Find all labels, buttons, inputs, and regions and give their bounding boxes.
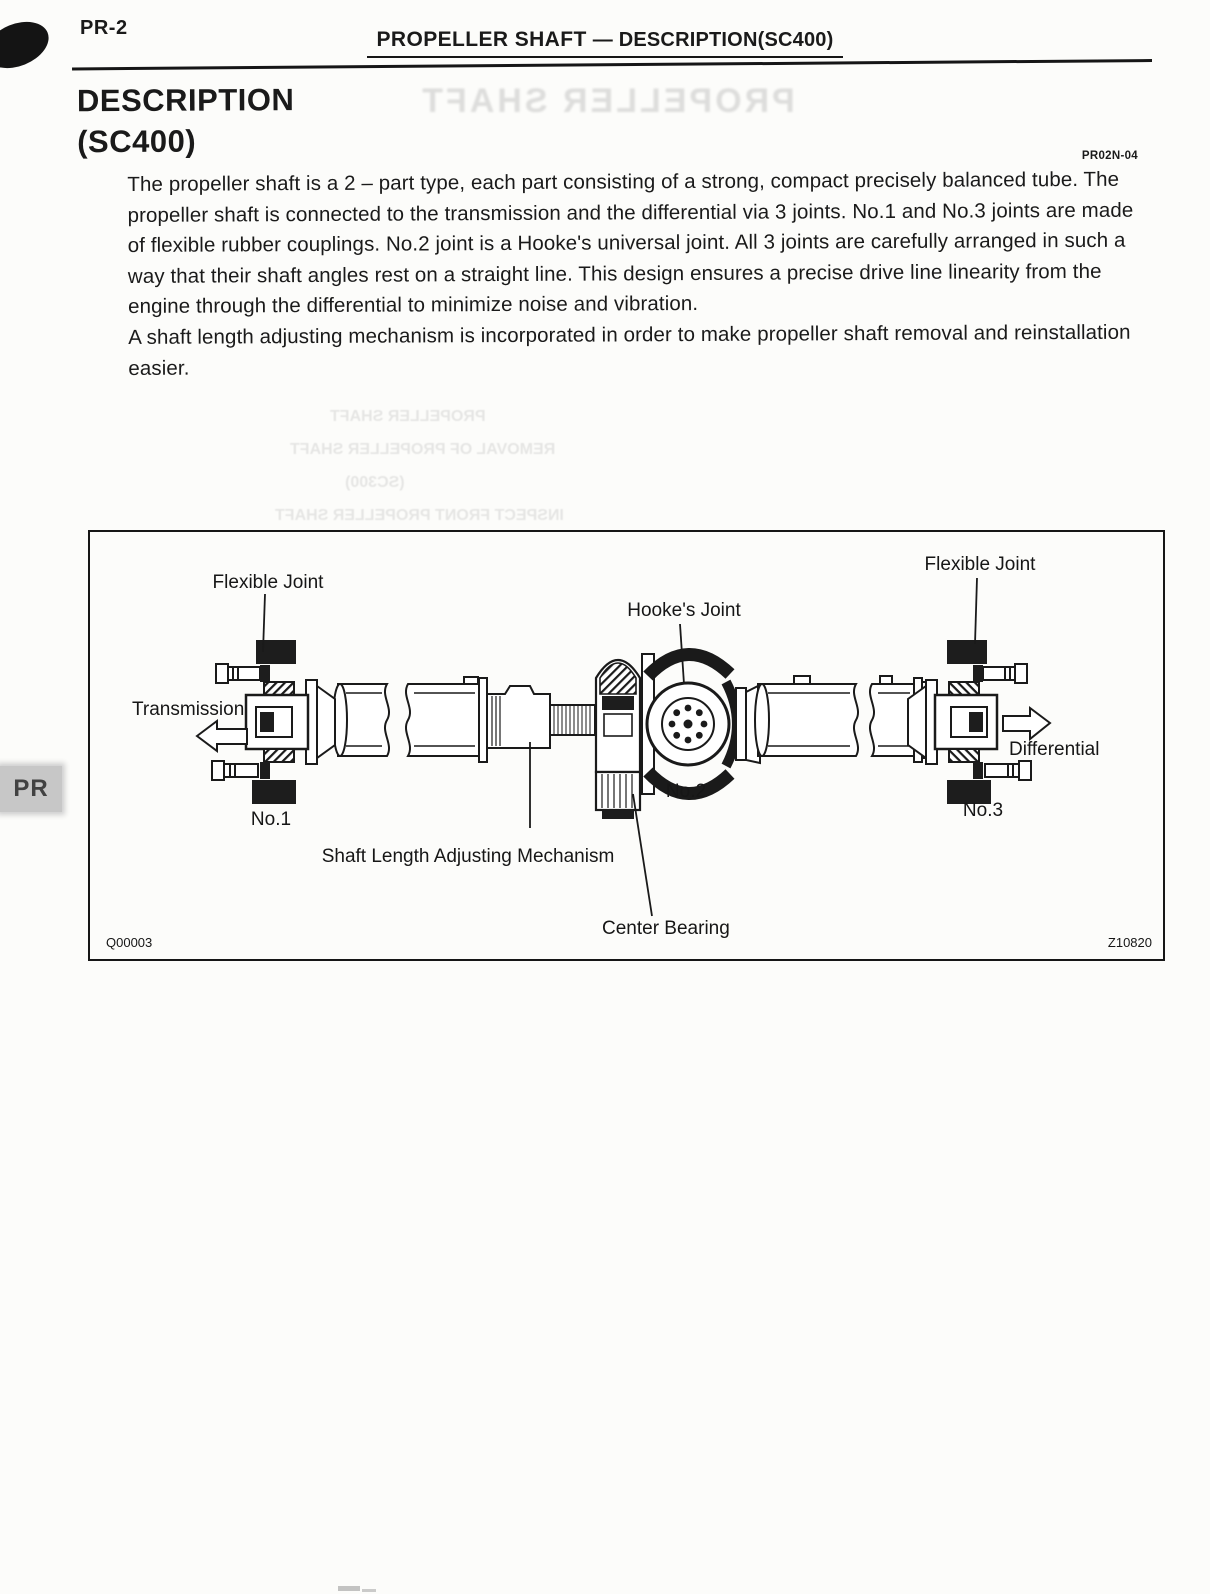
description-paragraph-2: A shaft length adjusting mechanism is incorporated in order to make propeller shaft removal and reinstallation easier.	[128, 320, 1131, 380]
running-header-section: PROPELLER SHAFT	[376, 28, 587, 51]
bleed-through-line: PROPELLER SHAFT	[330, 408, 486, 425]
running-header	[0, 28, 1210, 58]
shaft-length-adjusting-mechanism-drawing	[487, 686, 595, 748]
running-header-text	[367, 28, 844, 58]
section-title-line1: DESCRIPTION	[76, 82, 295, 119]
propeller-shaft-drawing	[90, 532, 1163, 959]
label-joint-no3: No.3	[962, 800, 1004, 821]
running-header-dash: —	[592, 29, 613, 51]
label-flexible-joint-right: Flexible Joint	[924, 554, 1036, 575]
label-transmission: Transmission	[132, 699, 245, 720]
front-propeller-tube	[333, 677, 487, 762]
label-center-bearing: Center Bearing	[602, 918, 730, 939]
description-text	[127, 165, 1146, 384]
label-joint-no1: No.1	[250, 809, 292, 830]
description-paragraph-1: The propeller shaft is a 2 – part type, each part consisting of a strong, compact precisely balanced tube. The propeller shaft is connected to the transmission and the differential via 3 joints. No.1 and No.3 joints are made of flexible rubber couplings. No.2 joint is a Hooke's universal joint. All 3 joints are carefully arranged in such a way that their shaft angles rest on a straight line. This design ensures a precise drive line linearity from the engine through the differential to minimize noise and vibration.	[127, 167, 1134, 319]
label-hookes-joint: Hooke's Joint	[627, 600, 741, 621]
flexible-joint-no1-drawing	[212, 640, 335, 804]
label-differential: Differential	[1009, 739, 1100, 760]
bleed-through-line: INSPECT FRONT PROPELLER SHAFT	[275, 507, 564, 524]
figure-code-right: Z10820	[1107, 935, 1152, 950]
figure-code-left: Q00003	[106, 935, 153, 950]
differential-arrow	[1003, 708, 1050, 739]
page-number: PR-2	[80, 17, 128, 39]
scan-mark	[338, 1586, 360, 1591]
bleed-through-line: REMOVAL OF PROPELLER SHAFT	[290, 441, 556, 458]
bleed-through-title: PROPELLER SHAFT	[419, 82, 795, 120]
section-title	[77, 79, 295, 162]
label-flexible-joint-left: Flexible Joint	[212, 572, 324, 593]
section-tab-pr: PR	[0, 766, 62, 812]
revision-code: PR02N-04	[1081, 150, 1138, 162]
figure-propeller-shaft	[88, 530, 1165, 961]
scan-mark	[362, 1589, 376, 1592]
label-joint-no2: No.2	[665, 781, 707, 802]
header-rule	[72, 59, 1152, 70]
running-header-topic: DESCRIPTION(SC400)	[618, 29, 834, 51]
bleed-through-line: (SC300)	[345, 474, 405, 491]
section-title-line2: (SC400)	[77, 123, 197, 160]
transmission-arrow	[197, 721, 247, 751]
label-shaft-length-mechanism: Shaft Length Adjusting Mechanism	[321, 846, 615, 867]
hookes-joint-drawing	[642, 654, 760, 794]
